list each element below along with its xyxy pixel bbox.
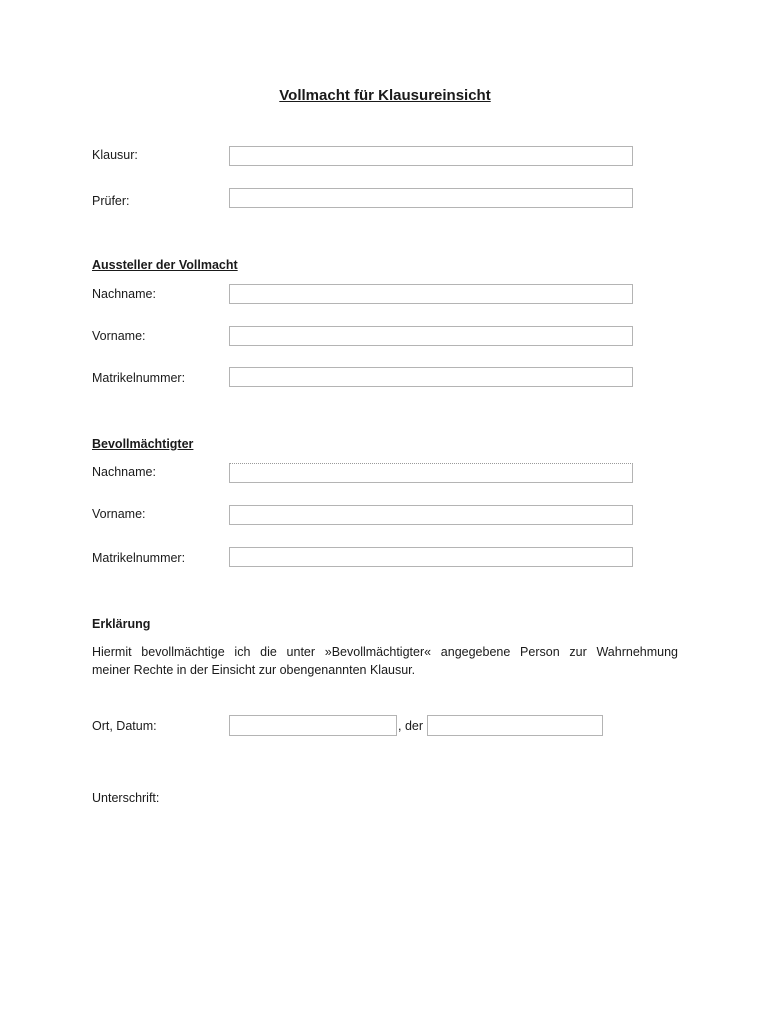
klausur-label: Klausur:: [92, 148, 138, 162]
issuer-matrikel-label: Matrikelnummer:: [92, 371, 186, 385]
proxy-matrikel-label: Matrikelnummer:: [92, 551, 186, 565]
declaration-line-1: Hiermit bevollmächtige ich die unter »Bevollmächtigter« angegebene Person zur Wahrnehmung: [92, 645, 678, 659]
issuer-heading: Aussteller der Vollmacht: [92, 258, 238, 272]
place-field[interactable]: [229, 715, 397, 736]
declaration-line-2: meiner Rechte in der Einsicht zur obengenannten Klausur.: [92, 663, 416, 677]
page-title: Vollmacht für Klausureinsicht: [279, 87, 491, 104]
proxy-matrikel-field[interactable]: [229, 547, 633, 567]
date-field[interactable]: [427, 715, 603, 736]
signature-label: Unterschrift:: [92, 791, 160, 805]
proxy-vorname-label: Vorname:: [92, 507, 146, 521]
date-separator: , der: [398, 719, 424, 733]
issuer-matrikel-field[interactable]: [229, 367, 633, 387]
issuer-nachname-field[interactable]: [229, 284, 633, 304]
issuer-vorname-field[interactable]: [229, 326, 633, 346]
declaration-text: [92, 643, 678, 679]
klausur-field[interactable]: [229, 146, 633, 166]
issuer-nachname-label: Nachname:: [92, 287, 156, 301]
declaration-heading: Erklärung: [92, 617, 151, 631]
proxy-heading: Bevollmächtigter: [92, 437, 194, 451]
issuer-vorname-label: Vorname:: [92, 329, 146, 343]
proxy-vorname-field[interactable]: [229, 505, 633, 525]
pruefer-field[interactable]: [229, 188, 633, 208]
proxy-nachname-label: Nachname:: [92, 465, 156, 479]
pruefer-label: Prüfer:: [92, 194, 130, 208]
place-date-label: Ort, Datum:: [92, 719, 157, 733]
proxy-nachname-field[interactable]: [229, 463, 633, 483]
